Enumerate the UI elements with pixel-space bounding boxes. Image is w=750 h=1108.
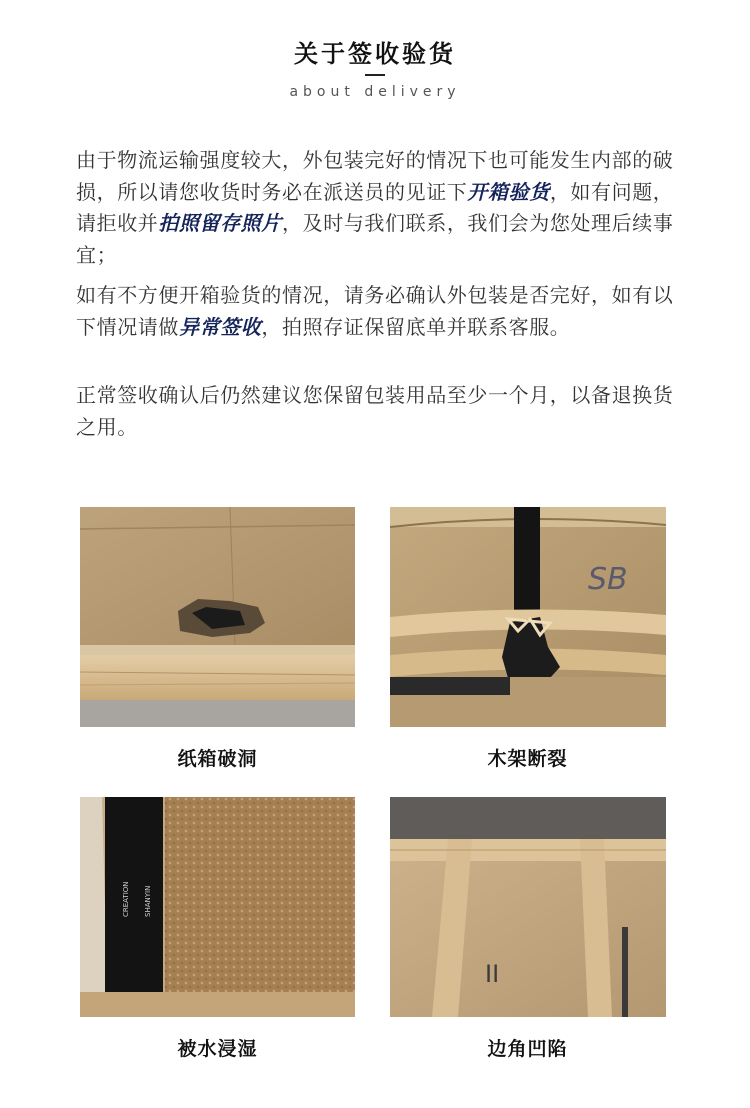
p1-text-3: ，及时与我们联系，我们会为您处理后续事宜； [76, 211, 674, 267]
title-divider [365, 74, 385, 76]
paragraph-exception [76, 280, 676, 343]
highlight-open-box-inspect: 开箱验货 [467, 179, 550, 204]
p2-text-1: 如有不方便开箱验货的情况，请务必确认外包装是否完好，如有以下情况请做 [76, 283, 674, 339]
box-marking: II [485, 960, 500, 988]
paragraph-inspection [76, 145, 676, 271]
p2-text-2: ，拍照存证保留底单并联系客服。 [261, 314, 571, 339]
tape-brand-text: CREATION [122, 881, 130, 917]
highlight-exception-sign: 异常签收 [179, 314, 262, 339]
caption-carton-hole: 纸箱破洞 [177, 748, 258, 770]
paragraph-keep-packaging [76, 380, 676, 443]
handwriting-mark: SB [588, 562, 628, 597]
caption-water-soaked: 被水浸湿 [177, 1038, 258, 1060]
photo-corner-dent [390, 797, 666, 1017]
p3-text: 正常签收确认后仍然建议您保留包装用品至少一个月，以备退换货之用。 [76, 383, 674, 439]
photo-wood-frame-broken [390, 507, 666, 727]
p1-text-2: ，如有问题，请拒收并 [76, 179, 674, 235]
photo-carton-hole [80, 507, 355, 727]
tape-brand-text-2: SHANYIN [144, 885, 152, 917]
page-title: 关于签收验货 [294, 40, 456, 68]
highlight-take-photos: 拍照留存照片 [158, 211, 283, 235]
caption-corner-dent: 边角凹陷 [487, 1038, 568, 1060]
p1-text-1: 由于物流运输强度较大，外包装完好的情况下也可能发生内部的破损，所以请您收货时务必在派送员的见证下 [76, 148, 674, 204]
page-subtitle: about delivery [289, 84, 461, 100]
photo-water-soaked [80, 797, 355, 1017]
caption-wood-frame-broken: 木架断裂 [487, 748, 568, 770]
